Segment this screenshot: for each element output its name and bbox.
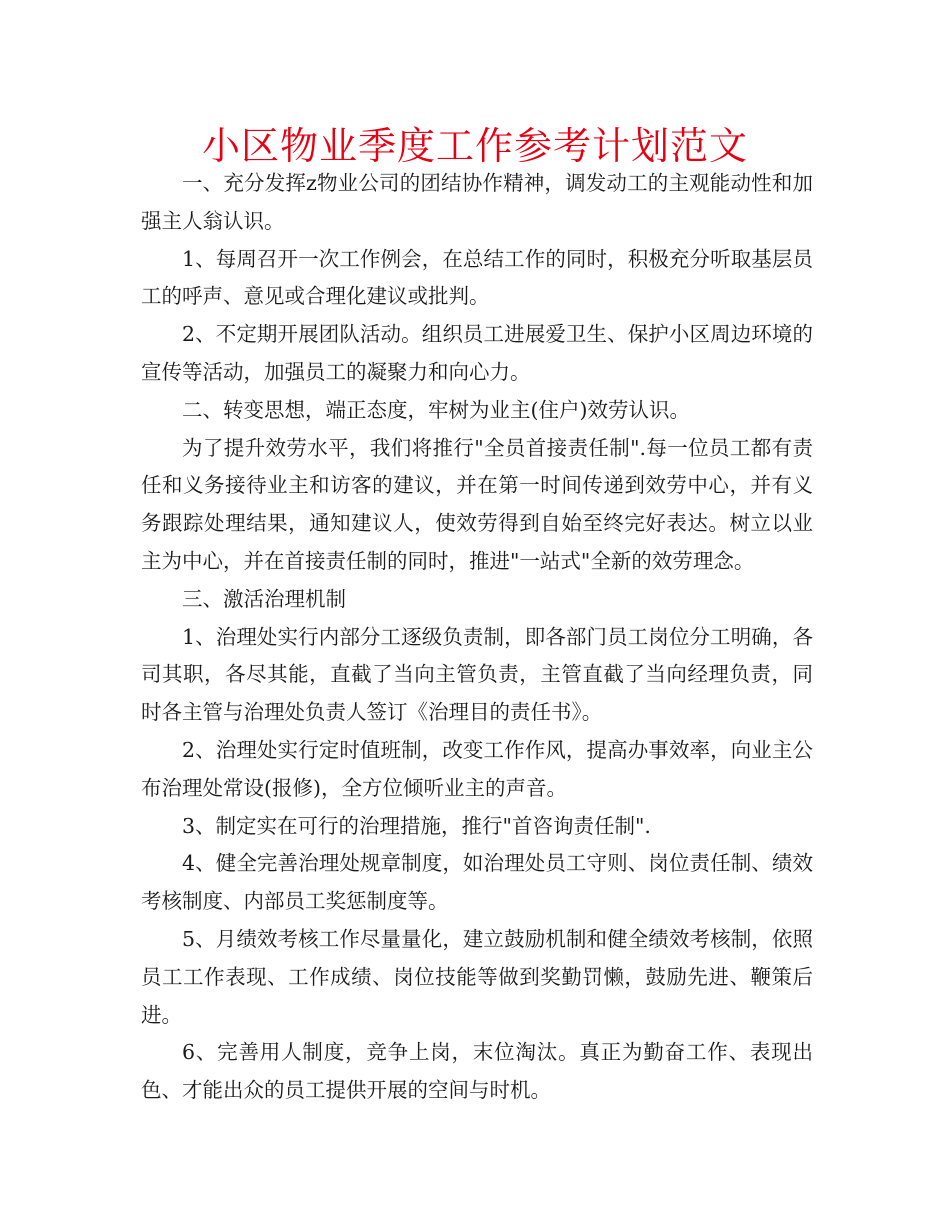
paragraph-item-3-6: 6、完善用人制度，竞争上岗，末位淘汰。真正为勤奋工作、表现出色、才能出众的员工提供开展的空间与时机。 <box>141 1040 813 1103</box>
document-body <box>141 165 813 1110</box>
paragraph-item-3-5: 5、月绩效考核工作尽量量化，建立鼓励机制和健全绩效考核制，依照员工工作表现、工作成绩、岗位技能等做到奖勤罚懒，鼓励先进、鞭策后进。 <box>141 926 813 1027</box>
paragraph-item-3-1: 1、治理处实行内部分工逐级负责制，即各部门员工岗位分工明确，各司其职，各尽其能，直截了当向主管负责，主管直截了当向经理负责，同时各主管与治理处负责人签订《治理目的责任书》。 <box>141 624 813 725</box>
paragraph-section-1-heading: 一、充分发挥z物业公司的团结协作精神，调发动工的主观能动性和加强主人翁认识。 <box>141 171 813 233</box>
paragraph-section-2-body: 为了提升效劳水平，我们将推行"全员首接责任制".每一位员工都有责任和义务接待业主和访客的建议，并在第一时间传递到效劳中心，并有义务跟踪处理结果，通知建议人，使效劳得到自始至终完好表达。树立以业主为中心，并在首接责任制的同时，推进"一站式"全新的效劳理念。 <box>141 435 813 573</box>
paragraph-item-1-1: 1、每周召开一次工作例会，在总结工作的同时，积极充分听取基层员工的呼声、意见或合理化建议或批判。 <box>141 246 813 309</box>
document-title: 小区物业季度工作参考计划范文 <box>201 124 748 168</box>
paragraph-section-3-heading: 三、激活治理机制 <box>182 586 346 611</box>
paragraph-section-2-heading: 二、转变思想，端正态度，牢树为业主(住户)效劳认识。 <box>182 397 690 422</box>
paragraph-item-3-4: 4、健全完善治理处规章制度，如治理处员工守则、岗位责任制、绩效考核制度、内部员工奖惩制度等。 <box>141 851 813 914</box>
paragraph-item-3-2: 2、治理处实行定时值班制，改变工作作风，提高办事效率，向业主公布治理处常设(报修)，全方位倾听业主的声音。 <box>141 737 813 800</box>
paragraph-item-1-2: 2、不定期开展团队活动。组织员工进展爱卫生、保护小区周边环境的宣传等活动，加强员工的凝聚力和向心力。 <box>141 322 813 384</box>
paragraph-item-3-3: 3、制定实在可行的治理措施，推行"首咨询责任制". <box>182 813 651 838</box>
